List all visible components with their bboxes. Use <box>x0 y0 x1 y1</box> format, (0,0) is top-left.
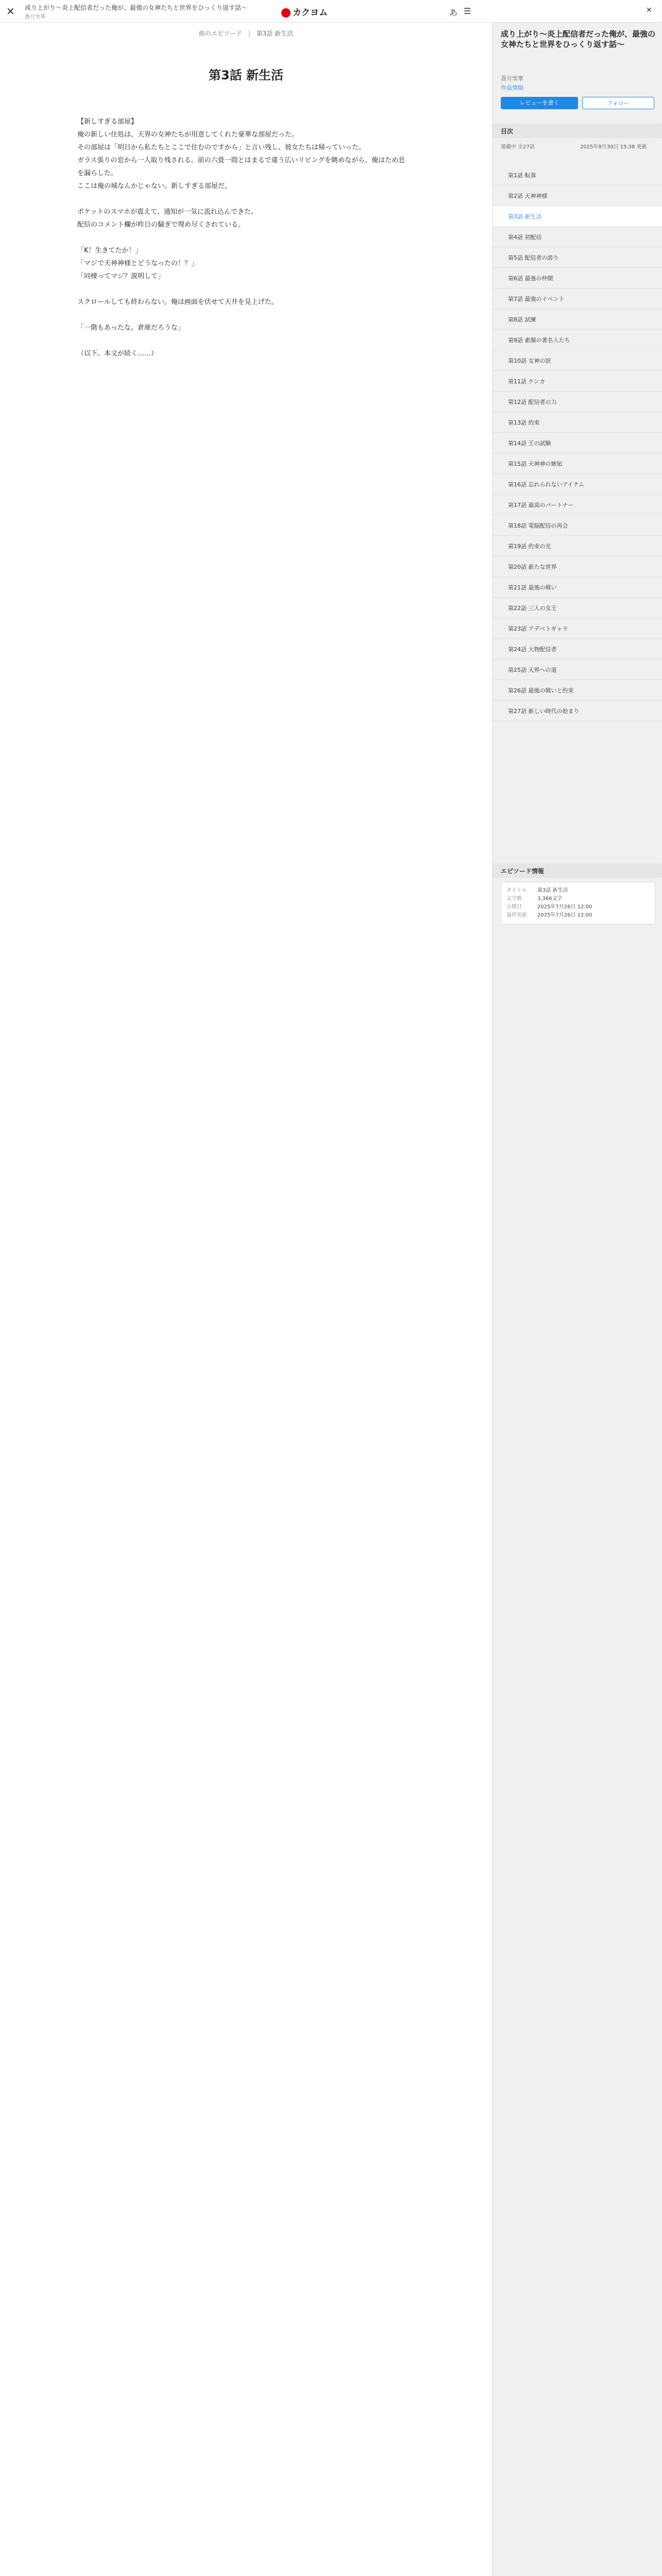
site-logo[interactable] <box>281 5 328 18</box>
body-paragraph: 「マジで天神神様とどうなったの！？」 <box>77 260 198 267</box>
body-paragraph: スクロールしても終わらない。俺は画面を伏せて天井を見上げた。 <box>77 298 278 306</box>
toc-date: 2025年8月30日 15:38 更新 <box>580 144 647 150</box>
info-row <box>506 895 650 903</box>
episode-list-item[interactable]: 第15話 天神神の嫉妬 <box>493 453 662 474</box>
episode-list-item[interactable]: 第18話 電脳配信の再会 <box>493 515 662 536</box>
text-settings-icon[interactable]: あ <box>449 8 458 18</box>
body-paragraph <box>77 334 407 347</box>
episode-list-item[interactable]: 第10話 女神の涙 <box>493 350 662 371</box>
body-paragraph <box>77 309 407 321</box>
episode-list <box>493 165 662 721</box>
episode-list-item[interactable]: 第21話 最後の戦い <box>493 577 662 598</box>
episode-list-item[interactable]: 第2話 天神神様 <box>493 185 662 206</box>
review-button[interactable]: レビューを書く <box>501 97 578 109</box>
body-paragraph: （以下、本文が続く……） <box>77 350 158 358</box>
author-name-header[interactable]: 蒼月雪華 <box>25 14 45 20</box>
body-paragraph: 「K！生きてたか！」 <box>77 247 142 255</box>
episode-info-header: エピソード情報 <box>493 863 662 878</box>
episode-list-item[interactable]: 第23話 アデベトギャラ <box>493 618 662 639</box>
info-value: 3,366文字 <box>537 896 563 902</box>
episode-list-item[interactable]: 第14話 王の試験 <box>493 433 662 453</box>
prev-episode-link[interactable]: 前のエピソード <box>198 30 242 37</box>
episode-list-item[interactable]: 第5話 配信者の誇り <box>493 247 662 268</box>
episode-list-item[interactable]: 第24話 大物配信者 <box>493 639 662 659</box>
current-episode-crumb: 第3話 新生活 <box>256 30 294 37</box>
info-value: 2025年7月26日 12:00 <box>537 904 592 910</box>
episode-list-item[interactable]: 第4話 初配信 <box>493 227 662 247</box>
follow-button[interactable]: フォロー <box>582 97 654 109</box>
body-paragraph: 「同棲ってマジ？説明して」 <box>77 273 165 280</box>
episode-list-item[interactable]: 第6話 最強の仲間 <box>493 268 662 289</box>
logo-text: カクヨム <box>293 8 328 18</box>
body-paragraph: ポケットのスマホが震えて、通知が一気に流れ込んできた。 <box>77 208 258 216</box>
info-row <box>506 887 650 895</box>
body-paragraph <box>77 193 407 206</box>
sidebar-work-title[interactable]: 成り上がり〜炎上配信者だった俺が、最強の女神たちと世界をひっくり返す話〜 <box>501 29 656 49</box>
info-key: 最終更新 <box>506 912 527 918</box>
body-paragraph: 【新しすぎる部屋】 <box>77 118 138 126</box>
episode-list-item[interactable]: 第3話 新生活 <box>493 206 662 227</box>
episode-title: 第3話 新生活 <box>208 68 284 82</box>
episode-list-item[interactable]: 第17話 最高のパートナー <box>493 495 662 515</box>
logo-mark-icon <box>281 8 291 18</box>
body-paragraph <box>77 283 407 296</box>
body-paragraph: その部屋は「明日から私たちとここで住むのですから」と言い残し、彼女たちは帰っていった。 <box>77 144 366 151</box>
episode-list-item[interactable]: 第20話 新たな世界 <box>493 556 662 577</box>
body-paragraph: ここは俺の城なんかじゃない。新しすぎる部屋だ。 <box>77 182 232 190</box>
episode-list-item[interactable]: 第27話 新しい時代の始まり <box>493 701 662 721</box>
episode-list-item[interactable]: 第8話 試練 <box>493 309 662 330</box>
breadcrumb <box>0 29 492 38</box>
body-paragraph <box>77 231 407 244</box>
episode-list-item[interactable]: 第26話 最後の戦いと約束 <box>493 680 662 701</box>
body-paragraph: ガラス張りの窓から一人取り残される。前の六畳一間とはまるで違う広いリビングを眺めながら、俺はため息を漏らした。 <box>77 157 405 177</box>
episode-body <box>77 115 407 360</box>
work-title-header[interactable]: 成り上がり〜炎上配信者だった俺が、最強の女神たちと世界をひっくり返す話〜 <box>25 4 248 11</box>
body-paragraph: 「一階もあったな。倉庫だろうな」 <box>77 324 184 332</box>
episode-list-item[interactable]: 第13話 約束 <box>493 412 662 433</box>
episode-list-item[interactable]: 第16話 忘れられないアイテム <box>493 474 662 495</box>
info-key: タイトル <box>506 888 527 893</box>
work-info-link[interactable]: 作品情報 <box>501 84 523 91</box>
sidebar <box>492 23 661 2576</box>
episode-list-item[interactable]: 第1話 転落 <box>493 165 662 185</box>
episode-list-item[interactable]: 第22話 三人の女王 <box>493 598 662 618</box>
close-sidebar-icon[interactable]: ✕ <box>646 6 652 14</box>
episode-list-item[interactable]: 第19話 約束の光 <box>493 536 662 556</box>
divider: | <box>248 30 250 37</box>
info-row <box>506 911 650 920</box>
episode-list-item[interactable]: 第9話 素顔の著名人たち <box>493 330 662 350</box>
top-bar <box>0 0 661 23</box>
body-paragraph: 俺の新しい住処は、天界の女神たちが用意してくれた豪華な部屋だった。 <box>77 131 299 139</box>
info-value: 第3話 新生活 <box>537 888 568 893</box>
toc-meta: 連載中 全27話 <box>501 144 535 150</box>
episode-list-item[interactable]: 第11話 ケンカ <box>493 371 662 392</box>
info-key: 文字数 <box>506 896 522 902</box>
episode-list-item[interactable]: 第7話 最強のイベント <box>493 289 662 309</box>
info-value: 2025年7月26日 12:00 <box>537 912 592 918</box>
sidebar-author[interactable]: 蒼月雪華 <box>501 75 523 82</box>
reader-main <box>0 23 492 2576</box>
episode-info-box <box>501 882 655 924</box>
toc-header: 目次 <box>493 124 662 138</box>
close-icon[interactable]: ✕ <box>6 5 15 18</box>
menu-icon[interactable]: ☰ <box>464 6 471 16</box>
episode-list-item[interactable]: 第25話 天界への道 <box>493 659 662 680</box>
info-row <box>506 903 650 911</box>
body-paragraph: 配信のコメント欄が昨日の騒ぎで埋め尽くされている。 <box>77 221 245 229</box>
info-key: 公開日 <box>506 904 522 910</box>
episode-list-item[interactable]: 第12話 配信者の力 <box>493 392 662 412</box>
